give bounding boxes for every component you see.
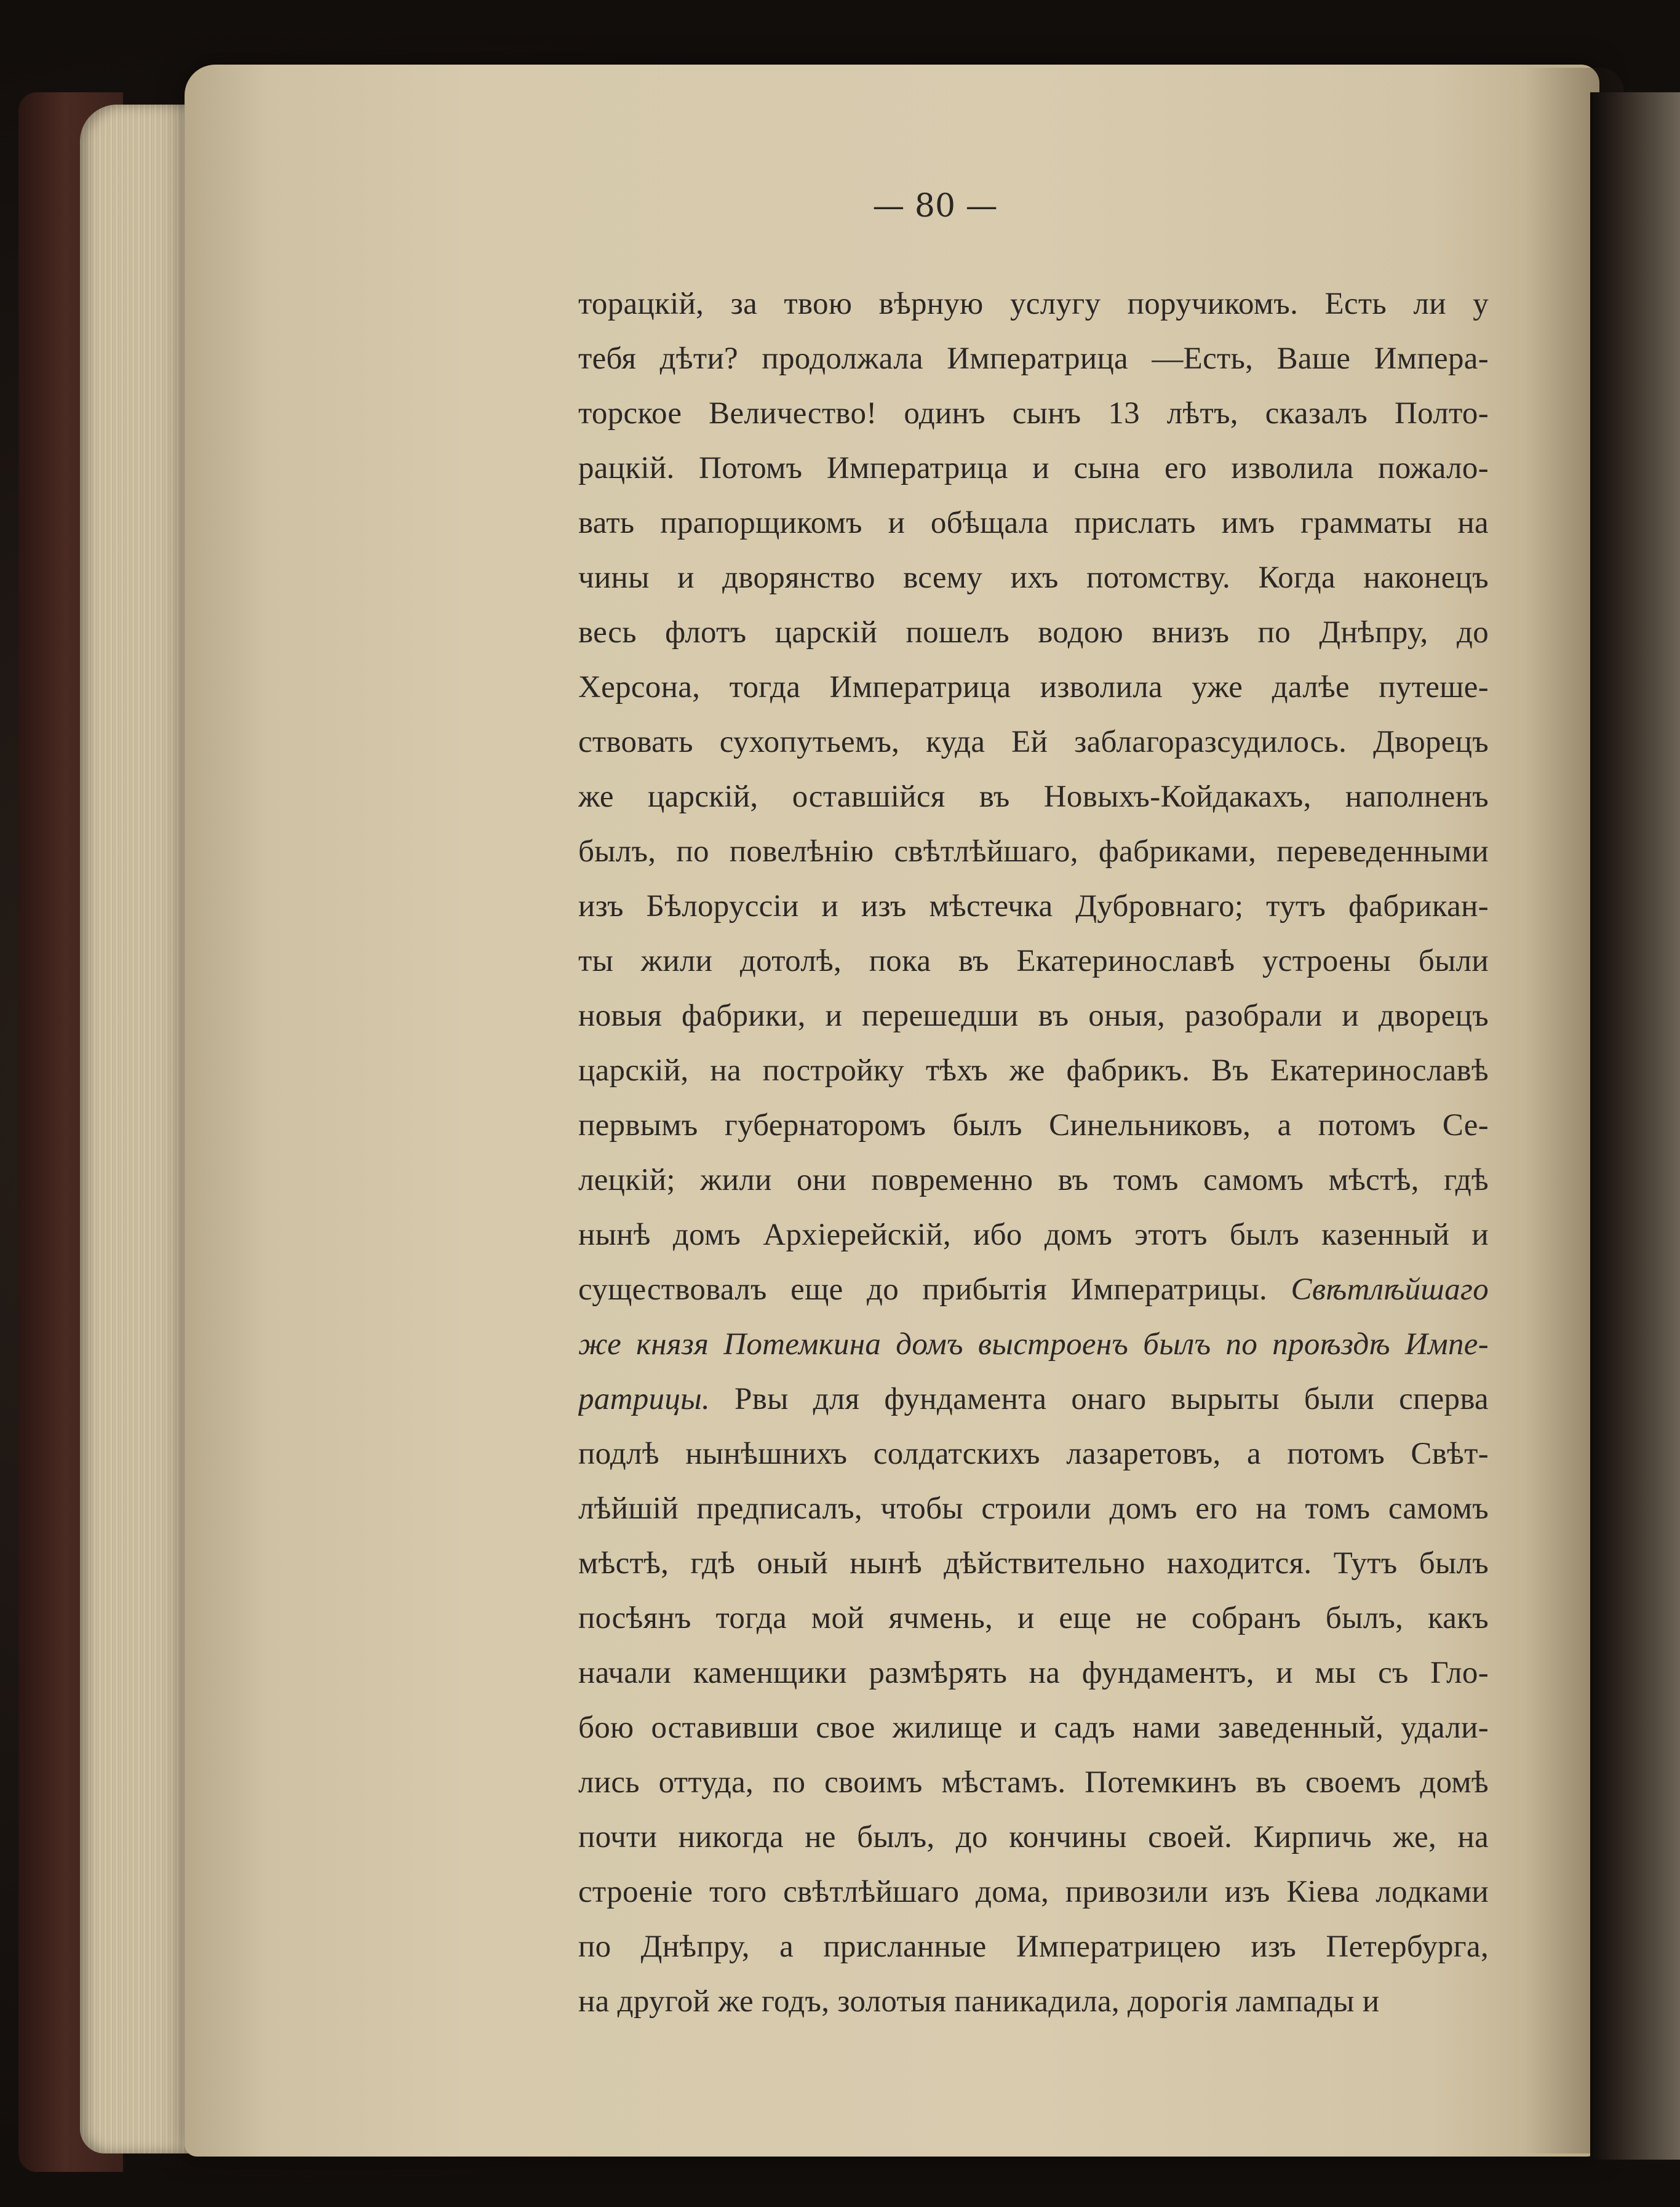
text-line bbox=[578, 1810, 1489, 1865]
text-line-roman: чины и дворянство всему ихъ потомству. Когда наконецъ bbox=[578, 561, 1489, 595]
text-line bbox=[578, 1701, 1489, 1755]
text-line-roman: первымъ губернаторомъ былъ Синельниковъ, а потомъ Се- bbox=[578, 1108, 1489, 1143]
text-line-roman: лецкій; жили они повременно въ томъ самомъ мѣстѣ, гдѣ bbox=[578, 1163, 1489, 1197]
text-line-italic: же князя Потемкина домъ выстроенъ былъ по проѣздѣ Импе- bbox=[578, 1327, 1489, 1362]
text-line-roman: существовалъ еще до прибытія Императрицы. bbox=[578, 1272, 1291, 1307]
text-line bbox=[578, 715, 1489, 770]
text-line bbox=[578, 824, 1489, 879]
facing-page-edge bbox=[1590, 92, 1680, 2160]
text-line-roman: вать прапорщикомъ и обѣщала прислать имъ грамматы на bbox=[578, 506, 1489, 540]
text-line bbox=[578, 386, 1489, 441]
text-line bbox=[578, 1920, 1489, 1974]
text-line bbox=[578, 1536, 1489, 1591]
text-line-roman: новыя фабрики, и перешедши въ оныя, разобрали и дворецъ bbox=[578, 999, 1489, 1033]
text-line bbox=[578, 1755, 1489, 1810]
text-line-roman: царскій, на постройку тѣхъ же фабрикъ. Въ Екатеринославѣ bbox=[578, 1053, 1489, 1088]
body-text bbox=[578, 277, 1489, 2029]
text-line bbox=[578, 1153, 1489, 1208]
text-line-roman: ствовать сухопутьемъ, куда Ей заблагоразсудилось. Дворецъ bbox=[578, 725, 1489, 759]
text-line bbox=[578, 1427, 1489, 1482]
text-line bbox=[578, 1317, 1489, 1372]
text-line bbox=[578, 1372, 1489, 1427]
text-line-roman: ты жили дотолѣ, пока въ Екатеринославѣ устроены были bbox=[578, 944, 1489, 978]
text-line-roman: строеніе того свѣтлѣйшаго дома, привозили изъ Кіева лодками bbox=[578, 1875, 1489, 1909]
text-line-roman: тебя дѣти? продолжала Императрица —Есть, Ваше Импера- bbox=[578, 341, 1489, 376]
text-line-italic: Свѣтлѣйшаго bbox=[1291, 1272, 1489, 1307]
text-line-roman: торацкій, за твою вѣрную услугу поручикомъ. Есть ли у bbox=[578, 287, 1489, 321]
text-line-roman: торское Величество! одинъ сынъ 13 лѣтъ, сказалъ Полто- bbox=[578, 396, 1489, 431]
text-line bbox=[578, 989, 1489, 1044]
text-line bbox=[578, 934, 1489, 989]
text-line-roman: начали каменщики размѣрять на фундаментъ, и мы съ Гло- bbox=[578, 1656, 1489, 1690]
text-line bbox=[578, 1591, 1489, 1646]
text-line bbox=[578, 1646, 1489, 1701]
text-line-roman: лѣйшій предписалъ, чтобы строили домъ его на томъ самомъ bbox=[578, 1491, 1489, 1526]
text-line-roman: нынѣ домъ Архіерейскій, ибо домъ этотъ былъ казенный и bbox=[578, 1218, 1489, 1252]
text-line-roman: же царскій, оставшійся въ Новыхъ-Койдакахъ, наполненъ bbox=[578, 780, 1489, 814]
text-line-roman: лись оттуда, по своимъ мѣстамъ. Потемкинъ въ своемъ домѣ bbox=[578, 1765, 1489, 1800]
text-line bbox=[578, 660, 1489, 715]
text-line-roman: рацкій. Потомъ Императрица и сына его изволила пожало- bbox=[578, 451, 1489, 485]
text-line-roman: на другой же годъ, золотыя паникадила, дорогія лампады и bbox=[578, 1984, 1380, 2019]
text-line-roman-tail: Рвы для фундамента онаго вырыты были сперва bbox=[710, 1382, 1489, 1416]
text-line-roman: былъ, по повелѣнію свѣтлѣйшаго, фабриками, переведенными bbox=[578, 834, 1489, 869]
text-line bbox=[578, 277, 1489, 332]
text-line bbox=[578, 1482, 1489, 1536]
text-line bbox=[578, 1208, 1489, 1263]
text-line-roman: весь флотъ царскій пошелъ водою внизъ по Днѣпру, до bbox=[578, 615, 1489, 650]
text-line bbox=[578, 1044, 1489, 1098]
text-line bbox=[578, 605, 1489, 660]
text-line-roman: Херсона, тогда Императрица изволила уже далѣе путеше- bbox=[578, 670, 1489, 704]
text-line bbox=[578, 1974, 1489, 2029]
text-line-roman: подлѣ нынѣшнихъ солдатскихъ лазаретовъ, а потомъ Свѣт- bbox=[578, 1437, 1489, 1471]
text-line-roman: почти никогда не былъ, до кончины своей. Кирпичь же, на bbox=[578, 1820, 1489, 1854]
text-line-roman: бою оставивши свое жилище и садъ нами заведенный, удали- bbox=[578, 1710, 1489, 1745]
text-line-roman: изъ Бѣлоруссіи и изъ мѣстечка Дубровнаго; тутъ фабрикан- bbox=[578, 889, 1489, 924]
text-line-roman: мѣстѣ, гдѣ оный нынѣ дѣйствительно находится. Тутъ былъ bbox=[578, 1546, 1489, 1581]
text-line bbox=[578, 332, 1489, 386]
text-line bbox=[578, 1263, 1489, 1317]
text-line bbox=[578, 1098, 1489, 1153]
text-line bbox=[578, 1865, 1489, 1920]
text-line bbox=[578, 879, 1489, 934]
text-line bbox=[578, 496, 1489, 551]
text-line bbox=[578, 770, 1489, 824]
text-line-roman: по Днѣпру, а присланные Императрицею изъ Петербурга, bbox=[578, 1930, 1489, 1964]
text-line bbox=[578, 441, 1489, 496]
page-number: — 80 — bbox=[872, 188, 998, 225]
text-line bbox=[578, 551, 1489, 605]
text-line-roman: посѣянъ тогда мой ячмень, и еще не собранъ былъ, какъ bbox=[578, 1601, 1489, 1635]
text-line-italic: ратрицы. bbox=[578, 1382, 711, 1416]
